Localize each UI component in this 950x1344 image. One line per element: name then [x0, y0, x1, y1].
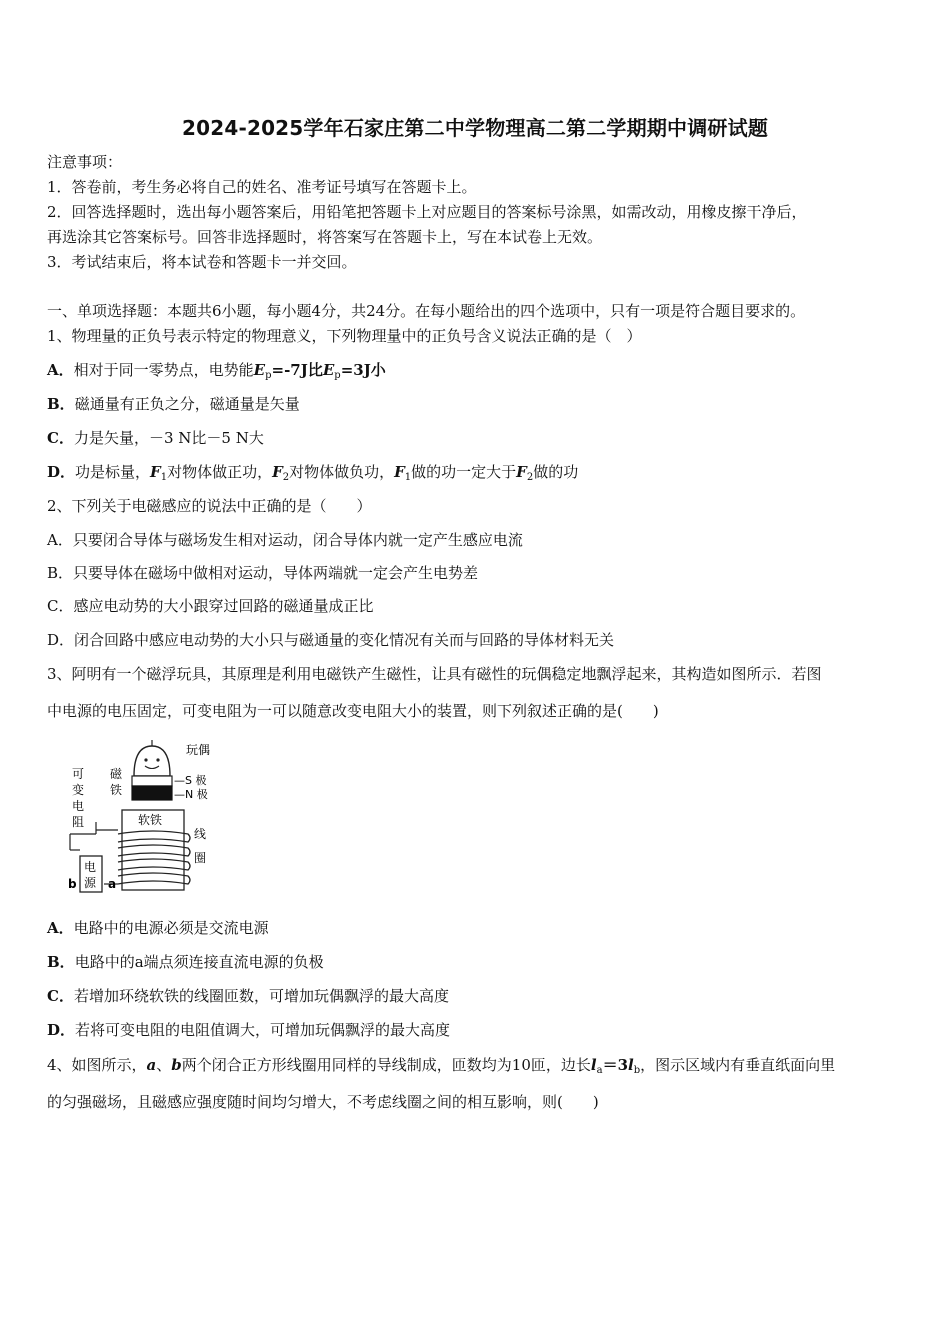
- q4-var-l-2: l: [628, 1056, 634, 1074]
- q1-var-f2: F: [272, 463, 283, 481]
- section-heading: 一、单项选择题：本题共6小题，每小题4分，共24分。在每小题给出的四个选项中，只有一项是符合题目要求的。: [47, 302, 806, 320]
- q3-option-b[interactable]: [47, 952, 324, 972]
- question-3-stem-line1: 3、阿明有一个磁浮玩具，其原理是利用电磁铁产生磁性，让具有磁性的玩偶稳定地飘浮起来，其构造如图所示．若图: [47, 665, 822, 683]
- q1-sub-1-b: 1: [404, 472, 412, 483]
- label-magnet-2: 铁: [110, 783, 123, 797]
- label-soft-iron: 软铁: [138, 813, 163, 827]
- q2-option-c[interactable]: C．感应电动势的大小跟穿过回路的磁通量成正比: [47, 597, 374, 615]
- maglev-toy-diagram: [62, 738, 242, 898]
- q2-option-a[interactable]: A．只要闭合导体与磁场发生相对运动，闭合导体内就一定产生感应电流: [47, 531, 523, 549]
- q1-var-e: E: [253, 361, 266, 379]
- q1-option-d-text1: 功是标量，: [75, 463, 151, 481]
- q1-sub-p-2: p: [334, 370, 341, 381]
- q1-var-f1: F: [150, 463, 161, 481]
- q3-option-d-text: 若将可变电阻的电阻值调大，可增加玩偶飘浮的最大高度: [75, 1021, 451, 1039]
- q3-option-a-text: 电路中的电源必须是交流电源: [73, 919, 269, 937]
- q3-option-c[interactable]: [47, 986, 449, 1006]
- label-coil-1: 线: [194, 827, 207, 841]
- label-source-1: 电: [84, 860, 97, 874]
- q3-option-d[interactable]: [47, 1020, 450, 1040]
- q4-text1: 4、如图所示，: [47, 1056, 147, 1074]
- q1-option-a-text2: =-7J比: [271, 361, 323, 379]
- q1-option-a[interactable]: [47, 360, 386, 386]
- q1-sub-2-b: 2: [526, 472, 534, 483]
- q3-option-a-label: A．: [47, 919, 74, 937]
- q1-option-d-text3: 对物体做负功，: [289, 463, 395, 481]
- label-n-pole: —N 极: [174, 788, 208, 801]
- q3-option-b-label: B．: [47, 953, 75, 971]
- q1-option-d-label: D．: [47, 463, 76, 481]
- q1-option-a-text1: 相对于同一零势点，电势能: [73, 361, 254, 379]
- magnet-s-part: [132, 776, 172, 786]
- q1-option-c[interactable]: [47, 428, 264, 448]
- q3-option-a[interactable]: [47, 918, 269, 938]
- q3-option-c-text: 若增加环绕软铁的线圈匝数，可增加玩偶飘浮的最大高度: [73, 987, 449, 1005]
- q1-option-d[interactable]: [47, 462, 578, 488]
- q1-option-b-text: 磁通量有正负之分，磁通量是矢量: [74, 395, 300, 413]
- notice-item-3: 3．考试结束后，将本试卷和答题卡一并交回。: [47, 253, 357, 271]
- label-resistor-3: 电: [72, 799, 85, 813]
- notice-item-2-cont: 再选涂其它答案标号。回答非选择题时，将答案写在答题卡上，写在本试卷上无效。: [47, 228, 603, 246]
- notice-item-1: 1．答卷前，考生务必将自己的姓名、准考证号填写在答题卡上。: [47, 178, 477, 196]
- question-1-stem: 1、物理量的正负号表示特定的物理意义，下列物理量中的正负号含义说法正确的是（ ）: [47, 327, 642, 345]
- label-resistor-4: 阻: [72, 815, 85, 829]
- q4-text3: ＝3: [602, 1056, 628, 1074]
- q1-option-d-text5: 做的功: [533, 463, 579, 481]
- label-coil-2: 圈: [194, 851, 207, 865]
- q4-sub-b: b: [633, 1065, 641, 1076]
- q1-option-c-text: 力是矢量，－3 N比－5 N大: [73, 429, 264, 447]
- q4-var-l: l: [590, 1056, 597, 1074]
- q2-option-d[interactable]: D．闭合回路中感应电动势的大小只与磁通量的变化情况有关而与回路的导体材料无关: [47, 631, 615, 649]
- label-resistor-1: 可: [72, 767, 85, 781]
- magnet-n-part: [132, 786, 172, 800]
- notice-heading: 注意事项：: [47, 153, 123, 171]
- q1-option-b-label: B．: [47, 395, 75, 413]
- q1-option-a-text3: =3J小: [340, 361, 386, 379]
- q4-var-b: b: [171, 1056, 182, 1074]
- q1-var-e-2: E: [322, 361, 335, 379]
- q3-option-b-text: 电路中的a端点须连接直流电源的负极: [74, 953, 324, 971]
- q1-option-d-text2: 对物体做正功，: [167, 463, 273, 481]
- label-source-2: 源: [84, 876, 97, 890]
- label-magnet-1: 磁: [110, 767, 123, 781]
- q4-text4: ，图示区域内有垂直纸面向里: [640, 1056, 836, 1074]
- q4-sep: 、: [156, 1056, 172, 1074]
- q4-text2: 两个闭合正方形线圈用同样的导线制成，匝数均为10匝，边长: [181, 1056, 591, 1074]
- q1-sub-2: 2: [282, 472, 290, 483]
- q1-sub-1: 1: [160, 472, 168, 483]
- question-4-stem-line2: 的匀强磁场，且磁感应强度随时间均匀增大，不考虑线圈之间的相互影响，则( ): [47, 1093, 599, 1111]
- q4-var-a: a: [146, 1056, 157, 1074]
- label-toy: 玩偶: [186, 743, 211, 757]
- label-resistor-2: 变: [72, 783, 85, 797]
- q1-var-f2-b: F: [516, 463, 527, 481]
- q1-option-c-label: C．: [47, 429, 74, 447]
- q3-option-d-label: D．: [47, 1021, 76, 1039]
- q1-option-b[interactable]: [47, 394, 300, 414]
- toy-doll: [134, 740, 170, 776]
- q1-option-a-label: A．: [47, 361, 74, 379]
- q4-sub-a: a: [596, 1065, 603, 1076]
- label-s-pole: —S 极: [174, 774, 207, 787]
- notice-item-2: 2．回答选择题时，选出每小题答案后，用铅笔把答题卡上对应题目的答案标号涂黑，如需改动，用橡皮擦干净后，: [47, 203, 807, 221]
- question-3-stem-line2: 中电源的电压固定，可变电阻为一可以随意改变电阻大小的装置，则下列叙述正确的是( ): [47, 702, 659, 720]
- question-4-stem-line1: [47, 1055, 835, 1081]
- question-2-stem: 2、下列关于电磁感应的说法中正确的是（ ）: [47, 497, 372, 515]
- label-terminal-b: b: [68, 877, 77, 891]
- q1-sub-p: p: [265, 370, 272, 381]
- q1-var-f1-b: F: [394, 463, 405, 481]
- q2-option-b[interactable]: B．只要导体在磁场中做相对运动，导体两端就一定会产生电势差: [47, 564, 479, 582]
- q3-option-c-label: C．: [47, 987, 74, 1005]
- q1-option-d-text4: 做的功一定大于: [411, 463, 517, 481]
- label-terminal-a: a: [108, 877, 117, 891]
- page-title: 2024-2025学年石家庄第二中学物理高二第二学期期中调研试题: [181, 116, 769, 140]
